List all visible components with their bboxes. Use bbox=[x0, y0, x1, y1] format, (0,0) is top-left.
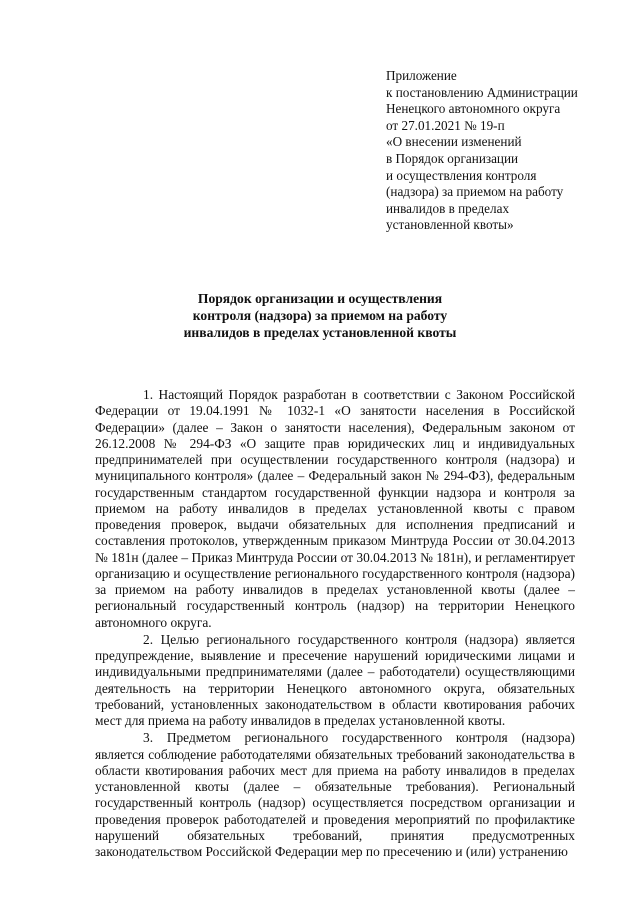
appendix-line: (надзора) за приемом на работу bbox=[386, 184, 564, 200]
appendix-line: Приложение bbox=[386, 68, 457, 83]
title-line: контроля (надзора) за приемом на работу bbox=[192, 308, 448, 324]
paragraph-3: 3. Предметом регионального государственного контроля (надзора) является соблюдение работодателями обязательных требований законодательства в области квотирования рабочих мест для приема на работу инвалидов в пределах установленной квоты (далее – обязательные требования). Региональный государственный контроль (надзор) осуществляется посредством организации и проведения проверок работодателей и проведения мероприятий по профилактике нарушений обязательных требований, принятия предусмотренных законодательством Российской Федерации мер по пресечению и (или) устранению bbox=[95, 730, 575, 859]
appendix-header bbox=[386, 68, 616, 234]
title-line: Порядок организации и осуществления bbox=[197, 291, 443, 306]
appendix-line: к постановлению Администрации bbox=[386, 84, 578, 100]
appendix-line: инвалидов в пределах bbox=[386, 200, 510, 216]
appendix-line: от 27.01.2021 № 19-п bbox=[386, 117, 505, 133]
document-title bbox=[0, 290, 640, 342]
appendix-line: установленной квоты» bbox=[386, 217, 514, 233]
title-line: инвалидов в пределах установленной квоты bbox=[183, 325, 457, 341]
paragraph-2: 2. Целью регионального государственного контроля (надзора) является предупреждение, выявление и пресечение нарушений юридическими лицами и индивидуальными предпринимателями (далее – работодатели) осуществляющими деятельность на территории Ненецкого автономного округа, обязательных требований, установленных законодательством в области квотирования рабочих мест для приема на работу инвалидов в пределах установленной квоты. bbox=[95, 631, 575, 728]
document-body bbox=[95, 387, 575, 860]
appendix-line: и осуществления контроля bbox=[386, 167, 537, 183]
appendix-line: «О внесении изменений bbox=[386, 134, 522, 150]
appendix-line: Ненецкого автономного округа bbox=[386, 101, 561, 117]
appendix-line: в Порядок организации bbox=[386, 150, 519, 166]
paragraph-1: 1. Настоящий Порядок разработан в соответствии с Законом Российской Федерации от 19.04.1991 № 1032-1 «О занятости населения в Российской Федерации» (далее – Закон о занятости населения), Федеральным законом от 26.12.2008 № 294-ФЗ «О защите прав юридических лиц и индивидуальных предпринимателей при осуществлении государственного контроля (надзора) и муниципального контроля» (далее – Федеральный закон № 294-ФЗ), федеральным государственным стандартом государственной функции надзора и контроля за приемом на работу инвалидов в пределах установленной квоты с правом проведения проверок, выдачи обязательных для исполнения предписаний и составления протоколов, утвержденным приказом Минтруда России от 30.04.2013 № 181н (далее – Приказ Минтруда России от 30.04.2013 № 181н), и регламентирует организацию и осуществление регионального государственного контроля (надзора) за приемом на работу инвалидов в пределах установленной квоты (далее – региональный государственный контроль (надзор) на территории Ненецкого автономного округа. bbox=[95, 387, 575, 630]
